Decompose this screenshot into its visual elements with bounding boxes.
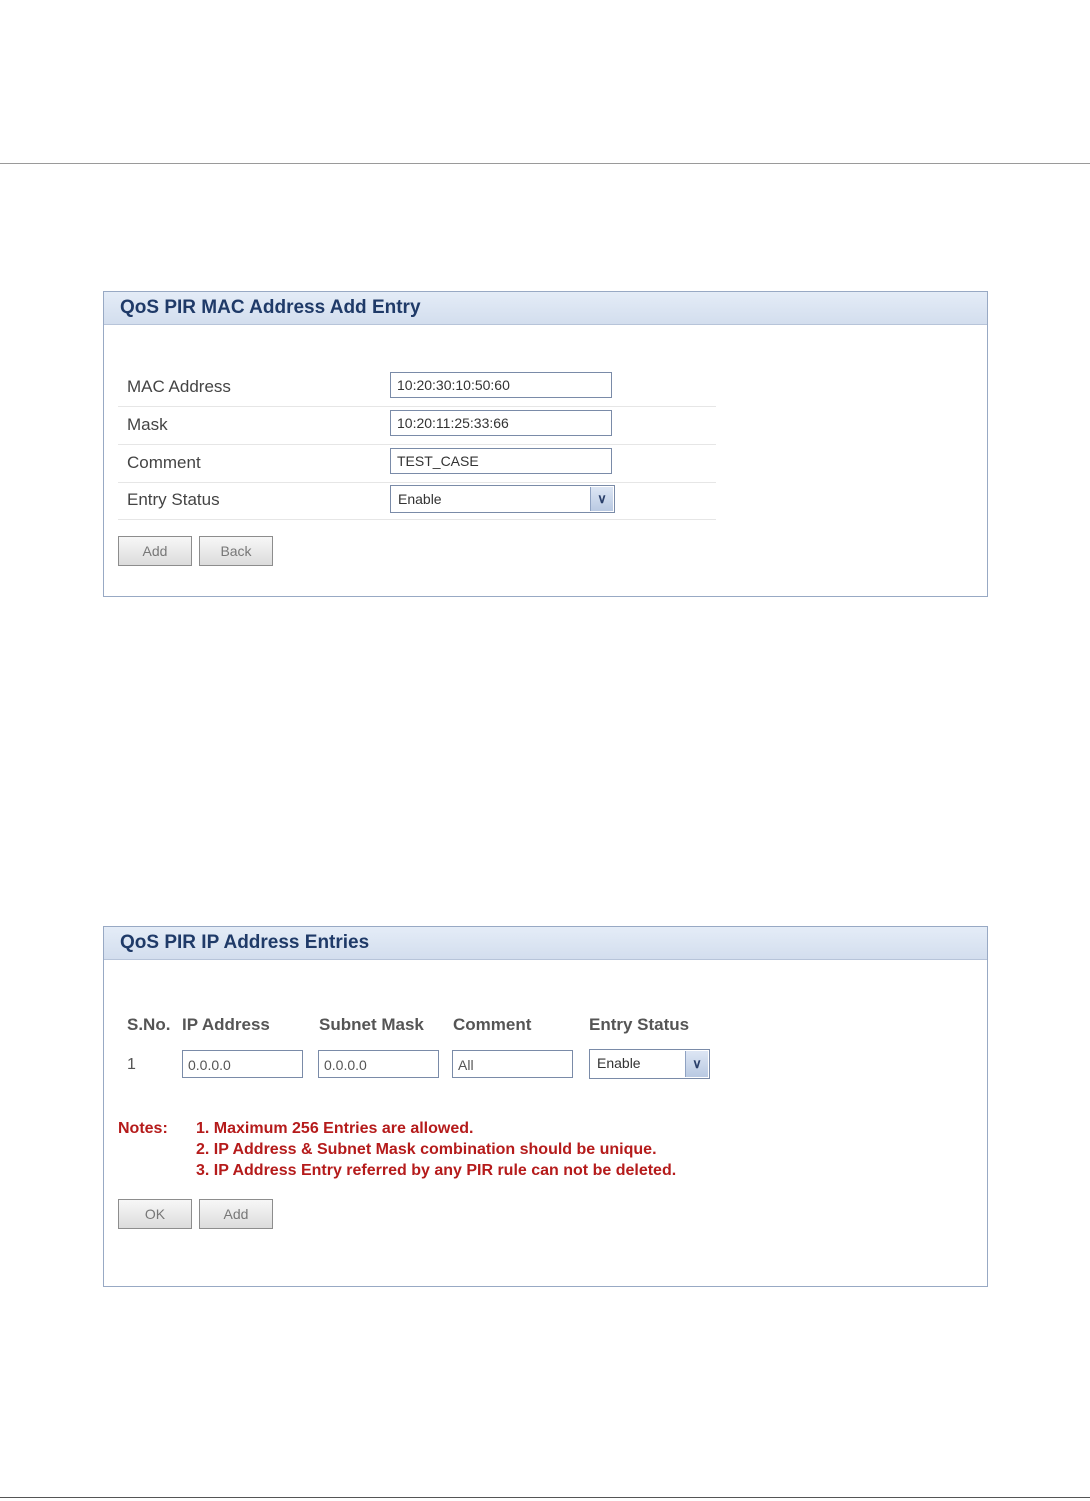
- mac-address-row: [118, 369, 716, 407]
- mac-address-label: MAC Address: [127, 377, 231, 396]
- col-header-ip-address: IP Address: [182, 1015, 270, 1034]
- notes-label: Notes:: [118, 1120, 168, 1137]
- add-button[interactable]: Add: [118, 536, 192, 566]
- note-3: 3. IP Address Entry referred by any PIR rule can not be deleted.: [196, 1162, 677, 1179]
- comment-label: Comment: [127, 453, 201, 472]
- ip-address-field[interactable]: 0.0.0.0: [182, 1050, 303, 1078]
- note-2: 2. IP Address & Subnet Mask combination should be unique.: [196, 1141, 657, 1158]
- row-entry-status-value: Enable: [597, 1055, 641, 1071]
- entry-status-row: [118, 482, 716, 520]
- mask-label: Mask: [127, 415, 168, 434]
- ip-panel-title: QoS PIR IP Address Entries: [104, 927, 987, 960]
- entry-status-value: Enable: [398, 491, 442, 507]
- chevron-down-icon[interactable]: ∨: [685, 1051, 708, 1077]
- mac-add-entry-panel: [103, 291, 988, 597]
- mask-row: [118, 407, 716, 445]
- entry-status-select[interactable]: [390, 485, 615, 513]
- mask-input[interactable]: [390, 410, 612, 436]
- comment-row: [118, 445, 716, 483]
- bottom-divider: [0, 1497, 1090, 1498]
- top-divider: [0, 163, 1090, 164]
- comment-input[interactable]: [390, 448, 612, 474]
- col-header-subnet-mask: Subnet Mask: [319, 1015, 424, 1034]
- entry-status-label: Entry Status: [127, 490, 220, 509]
- mac-panel-title: QoS PIR MAC Address Add Entry: [104, 292, 987, 325]
- add-entry-button[interactable]: Add: [199, 1199, 273, 1229]
- ip-entries-panel: [103, 926, 988, 1287]
- ok-button[interactable]: OK: [118, 1199, 192, 1229]
- mac-address-input[interactable]: [390, 372, 612, 398]
- comment-field[interactable]: All: [452, 1050, 573, 1078]
- note-1: 1. Maximum 256 Entries are allowed.: [196, 1120, 474, 1137]
- back-button[interactable]: Back: [199, 536, 273, 566]
- col-header-comment: Comment: [453, 1015, 532, 1034]
- row-sno: 1: [127, 1056, 136, 1073]
- row-entry-status-select[interactable]: [589, 1049, 710, 1079]
- subnet-mask-field[interactable]: 0.0.0.0: [318, 1050, 439, 1078]
- chevron-down-icon[interactable]: ∨: [590, 487, 613, 511]
- col-header-entry-status: Entry Status: [589, 1015, 690, 1034]
- col-header-sno: S.No.: [127, 1015, 171, 1034]
